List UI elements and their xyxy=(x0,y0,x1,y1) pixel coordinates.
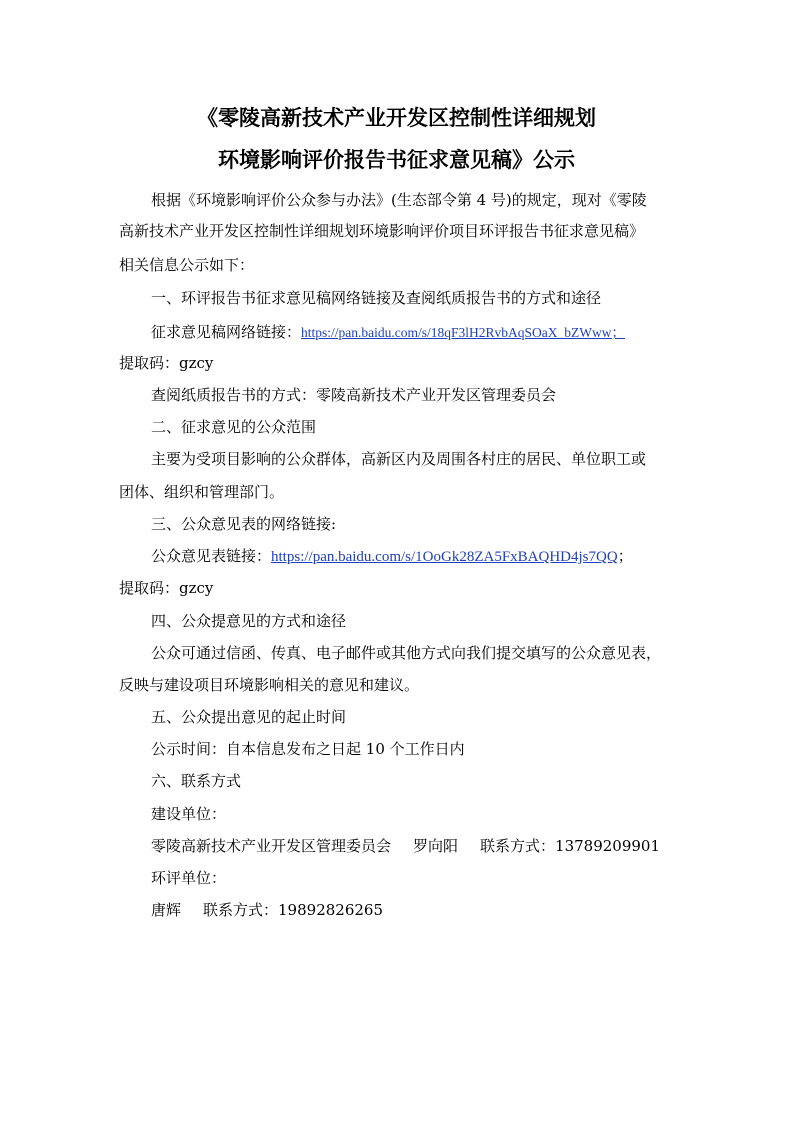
eia-row xyxy=(151,899,383,921)
intro-line-2: 高新技术产业开发区控制性详细规划环境影响评价项目环评报告书征求意见稿》 xyxy=(119,222,645,240)
section4-line-2: 反映与建设项目环境影响相关的意见和建议。 xyxy=(119,676,420,694)
builder-person: 罗向阳 xyxy=(413,837,459,855)
section5-heading: 五、公众提出意见的起止时间 xyxy=(151,708,347,726)
title-line-2: 环境影响评价报告书征求意见稿》公示 xyxy=(218,148,575,172)
section1-paper-access: 查阅纸质报告书的方式：零陵高新技术产业开发区管理委员会 xyxy=(151,386,557,404)
section3-link-label: 公众意见表链接： xyxy=(151,547,272,565)
section1-link-row xyxy=(151,321,625,344)
eia-contact: 联系方式：19892826265 xyxy=(203,901,383,919)
builder-row xyxy=(151,835,660,857)
builder-contact: 联系方式：13789209901 xyxy=(480,837,661,855)
section6-heading: 六、联系方式 xyxy=(151,772,242,790)
section3-link-row xyxy=(151,545,633,568)
opinion-form-link[interactable]: https://pan.baidu.com/s/1OoGk28ZA5FxBAQHD4js7QQ xyxy=(271,549,618,565)
builder-org: 零陵高新技术产业开发区管理委员会 xyxy=(151,837,392,855)
section2-heading: 二、征求意见的公众范围 xyxy=(151,418,317,436)
eia-label: 环评单位： xyxy=(151,869,227,887)
section3-extraction-code: 提取码：gzcy xyxy=(119,579,214,597)
section2-line-2: 团体、组织和管理部门。 xyxy=(119,483,285,501)
section1-heading: 一、环评报告书征求意见稿网络链接及查阅纸质报告书的方式和途径 xyxy=(151,289,602,307)
intro-line-1: 根据《环境影响评价公众参与办法》(生态部令第 4 号)的规定，现对《零陵 xyxy=(151,191,647,209)
section4-line-1: 公众可通过信函、传真、电子邮件或其他方式向我们提交填写的公众意见表， xyxy=(151,644,662,662)
intro-line-3: 相关信息公示如下： xyxy=(119,256,255,274)
section3-heading: 三、公众意见表的网络链接: xyxy=(151,515,337,533)
section5-time: 公示时间：自本信息发布之日起 10 个工作日内 xyxy=(151,740,465,758)
title-line-1: 《零陵高新技术产业开发区控制性详细规划 xyxy=(197,106,596,130)
section1-extraction-code: 提取码：gzcy xyxy=(119,354,214,372)
section4-heading: 四、公众提意见的方式和途径 xyxy=(151,612,347,630)
section3-link-tail: ； xyxy=(617,547,633,565)
eia-person: 唐辉 xyxy=(151,901,182,919)
section2-line-1: 主要为受项目影响的公众群体，高新区内及周围各村庄的居民、单位职工或 xyxy=(151,450,647,468)
section1-link-label: 征求意见稿网络链接： xyxy=(151,323,302,341)
report-download-link[interactable]: https://pan.baidu.com/s/18qF3lH2RvbAqSOaX_bZWww； xyxy=(301,325,626,340)
builder-label: 建设单位： xyxy=(151,805,227,823)
